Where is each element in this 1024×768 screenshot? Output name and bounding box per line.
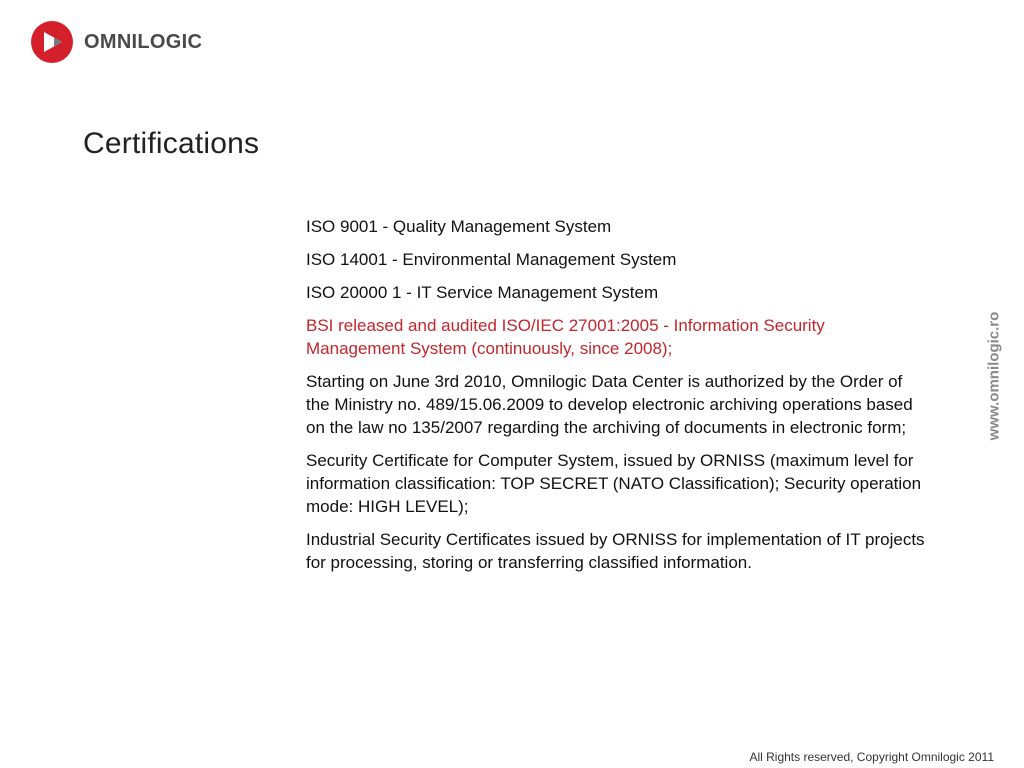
certification-item: Security Certificate for Computer System, issued by ORNISS (maximum level for information classification: TOP SECRET (NATO Classification); Security operation mode: HIGH LEVEL); [306, 451, 922, 516]
certification-item: ISO 9001 - Quality Management System [306, 217, 612, 236]
page-title: Certifications [83, 127, 260, 160]
certification-item: ISO 20000 1 - IT Service Management System [306, 283, 659, 302]
company-logo [30, 20, 202, 64]
certifications-list [306, 215, 926, 584]
logo-text: OMNILOGIC [84, 30, 203, 53]
side-website-url [982, 311, 1006, 441]
website-url-text: www.omnilogic.ro [985, 311, 1003, 441]
copyright-notice: All Rights reserved, Copyright Omnilogic 2011 [749, 750, 994, 764]
certification-item: ISO 14001 - Environmental Management System [306, 250, 677, 269]
certification-item: Industrial Security Certificates issued by ORNISS for implementation of IT projects for processing, storing or transferring classified information. [306, 530, 925, 572]
omnilogic-logo-icon [30, 20, 74, 64]
certification-item-highlighted: BSI released and audited ISO/IEC 27001:2005 - Information Security Management System (continuously, since 2008); [306, 316, 825, 358]
certification-item: Starting on June 3rd 2010, Omnilogic Data Center is authorized by the Order of the Ministry no. 489/15.06.2009 to develop electronic archiving operations based on the law no 135/2007 regarding the archiving of documents in electronic form; [306, 372, 913, 437]
